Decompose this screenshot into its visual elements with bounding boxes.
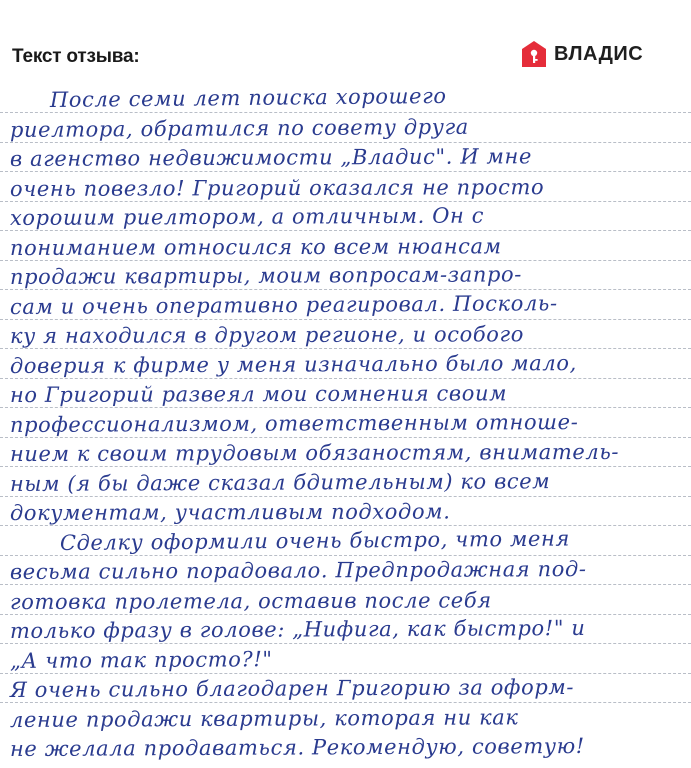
- review-line: очень повезло! Григорий оказался не просто: [9, 174, 545, 201]
- ruled-line: [0, 584, 691, 585]
- review-line: Я очень сильно благодарен Григорию за оформ-: [9, 675, 575, 702]
- review-line: ление продажи квартиры, которая ни как: [9, 704, 519, 732]
- review-line: риелтора, обратился по совету друга: [9, 114, 469, 142]
- review-line: сам и очень оперативно реагировал. Посколь-: [9, 290, 558, 319]
- ruled-line: [0, 437, 691, 438]
- header: [0, 0, 691, 80]
- review-line: в агенство недвижимости „Владис". И мне: [9, 144, 533, 171]
- ruled-line: [0, 348, 691, 349]
- review-line: документам, участливым подходом.: [9, 499, 451, 525]
- ruled-line: [0, 407, 691, 408]
- ruled-line: [0, 289, 691, 290]
- review-line: только фразу в голове: „Нифига, как быстро!" и: [9, 615, 586, 643]
- review-line: не желала продаваться. Рекомендую, советую!: [9, 733, 585, 761]
- brand: [521, 40, 643, 68]
- review-line: хорошим риелтором, а отличным. Он с: [9, 203, 485, 230]
- review-line: но Григорий развеял мои сомнения своим: [9, 381, 508, 407]
- review-line: профессионализмом, ответственным отноше-: [9, 409, 579, 437]
- review-line: продажи квартиры, моим вопросам-запро-: [9, 262, 522, 289]
- review-line: ным (я бы даже сказал бдительным) ко всем: [9, 468, 551, 496]
- ruled-line: [0, 142, 691, 143]
- review-line: „А что так просто?!": [9, 646, 273, 673]
- ruled-line: [0, 643, 691, 644]
- ruled-line: [0, 496, 691, 497]
- review-line: После семи лет поиска хорошего: [49, 83, 447, 112]
- ruled-line: [0, 171, 691, 172]
- ruled-line: [0, 378, 691, 379]
- ruled-line: [0, 525, 691, 526]
- ruled-line: [0, 555, 691, 556]
- ruled-line: [0, 230, 691, 231]
- ruled-line: [0, 319, 691, 320]
- review-line: нием к своим трудовым обязаностям, вниматель-: [9, 439, 620, 466]
- review-line: доверия к фирме у меня изначально было мало,: [9, 350, 577, 378]
- ruled-line: [0, 702, 691, 703]
- house-key-logo-icon: [521, 40, 547, 68]
- review-line: Сделку оформили очень быстро, что меня: [59, 526, 571, 555]
- ruled-line: [0, 112, 691, 113]
- review-line: ку я находился в другом регионе, и особого: [9, 322, 524, 348]
- review-line: пониманием относился ко всем нюансам: [9, 233, 502, 260]
- brand-name: ВЛАДИС: [554, 42, 644, 65]
- review-label: Текст отзыва:: [12, 46, 140, 67]
- ruled-line: [0, 466, 691, 467]
- review-line: готовка пролетела, оставив после себя: [9, 587, 492, 614]
- handwritten-review: [0, 84, 691, 768]
- review-line: весьма сильно порадовало. Предпродажная под-: [9, 556, 587, 584]
- ruled-line: [0, 673, 691, 674]
